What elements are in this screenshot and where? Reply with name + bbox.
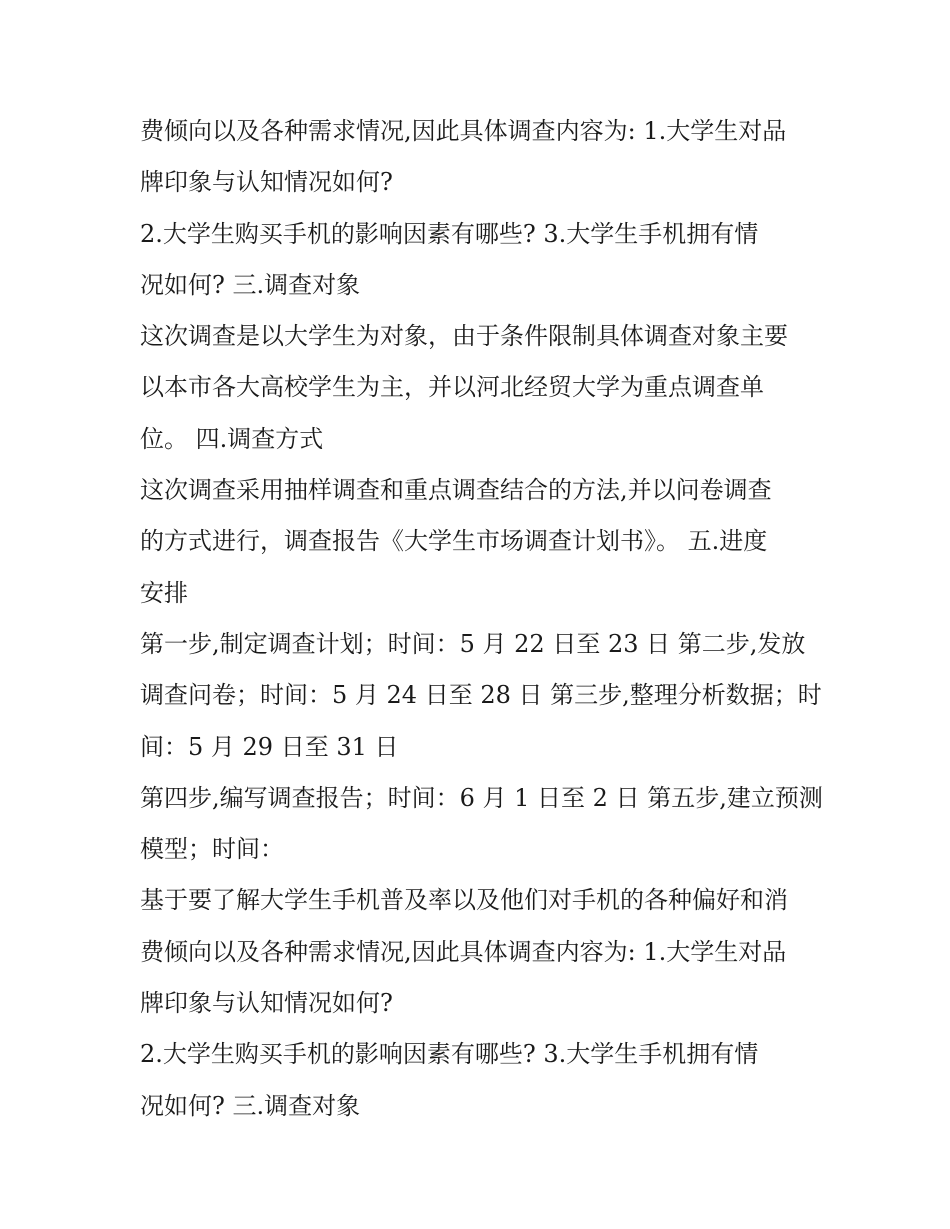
text-line: 间：5 月 29 日至 31 日	[140, 732, 399, 761]
text-line: 位。 四.调查方式	[140, 424, 324, 453]
text-line: 况如何? 三.调查对象	[140, 270, 361, 299]
text-line: 安排	[140, 578, 188, 607]
text-line: 费倾向以及各种需求情况,因此具体调查内容为: 1.大学生对品	[140, 937, 787, 966]
text-line: 牌印象与认知情况如何?	[140, 989, 393, 1018]
text-line: 以本市各大高校学生为主，并以河北经贸大学为重点调查单	[140, 373, 764, 402]
text-line: 牌印象与认知情况如何?	[140, 168, 393, 197]
text-line: 第四步,编写调查报告；时间：6 月 1 日至 2 日 第五步,建立预测	[140, 783, 823, 812]
text-line: 费倾向以及各种需求情况,因此具体调查内容为: 1.大学生对品	[140, 117, 787, 145]
text-line: 调查问卷；时间：5 月 24 日至 28 日 第三步,整理分析数据；时	[140, 681, 822, 710]
text-line: 这次调查是以大学生为对象，由于条件限制具体调查对象主要	[140, 322, 788, 351]
body-text	[140, 106, 830, 1132]
text-line: 2.大学生购买手机的影响因素有哪些? 3.大学生手机拥有情	[140, 219, 759, 248]
text-line: 基于要了解大学生手机普及率以及他们对手机的各种偏好和消	[140, 886, 788, 915]
text-line: 第一步,制定调查计划；时间：5 月 22 日至 23 日 第二步,发放	[140, 629, 806, 658]
text-line: 况如何? 三.调查对象	[140, 1091, 361, 1120]
text-line: 的方式进行，调查报告《大学生市场调查计划书》。 五.进度	[140, 527, 768, 556]
text-line: 2.大学生购买手机的影响因素有哪些? 3.大学生手机拥有情	[140, 1040, 759, 1069]
text-line: 这次调查采用抽样调查和重点调查结合的方法,并以问卷调查	[140, 476, 772, 505]
text-line: 模型；时间：	[140, 835, 284, 864]
